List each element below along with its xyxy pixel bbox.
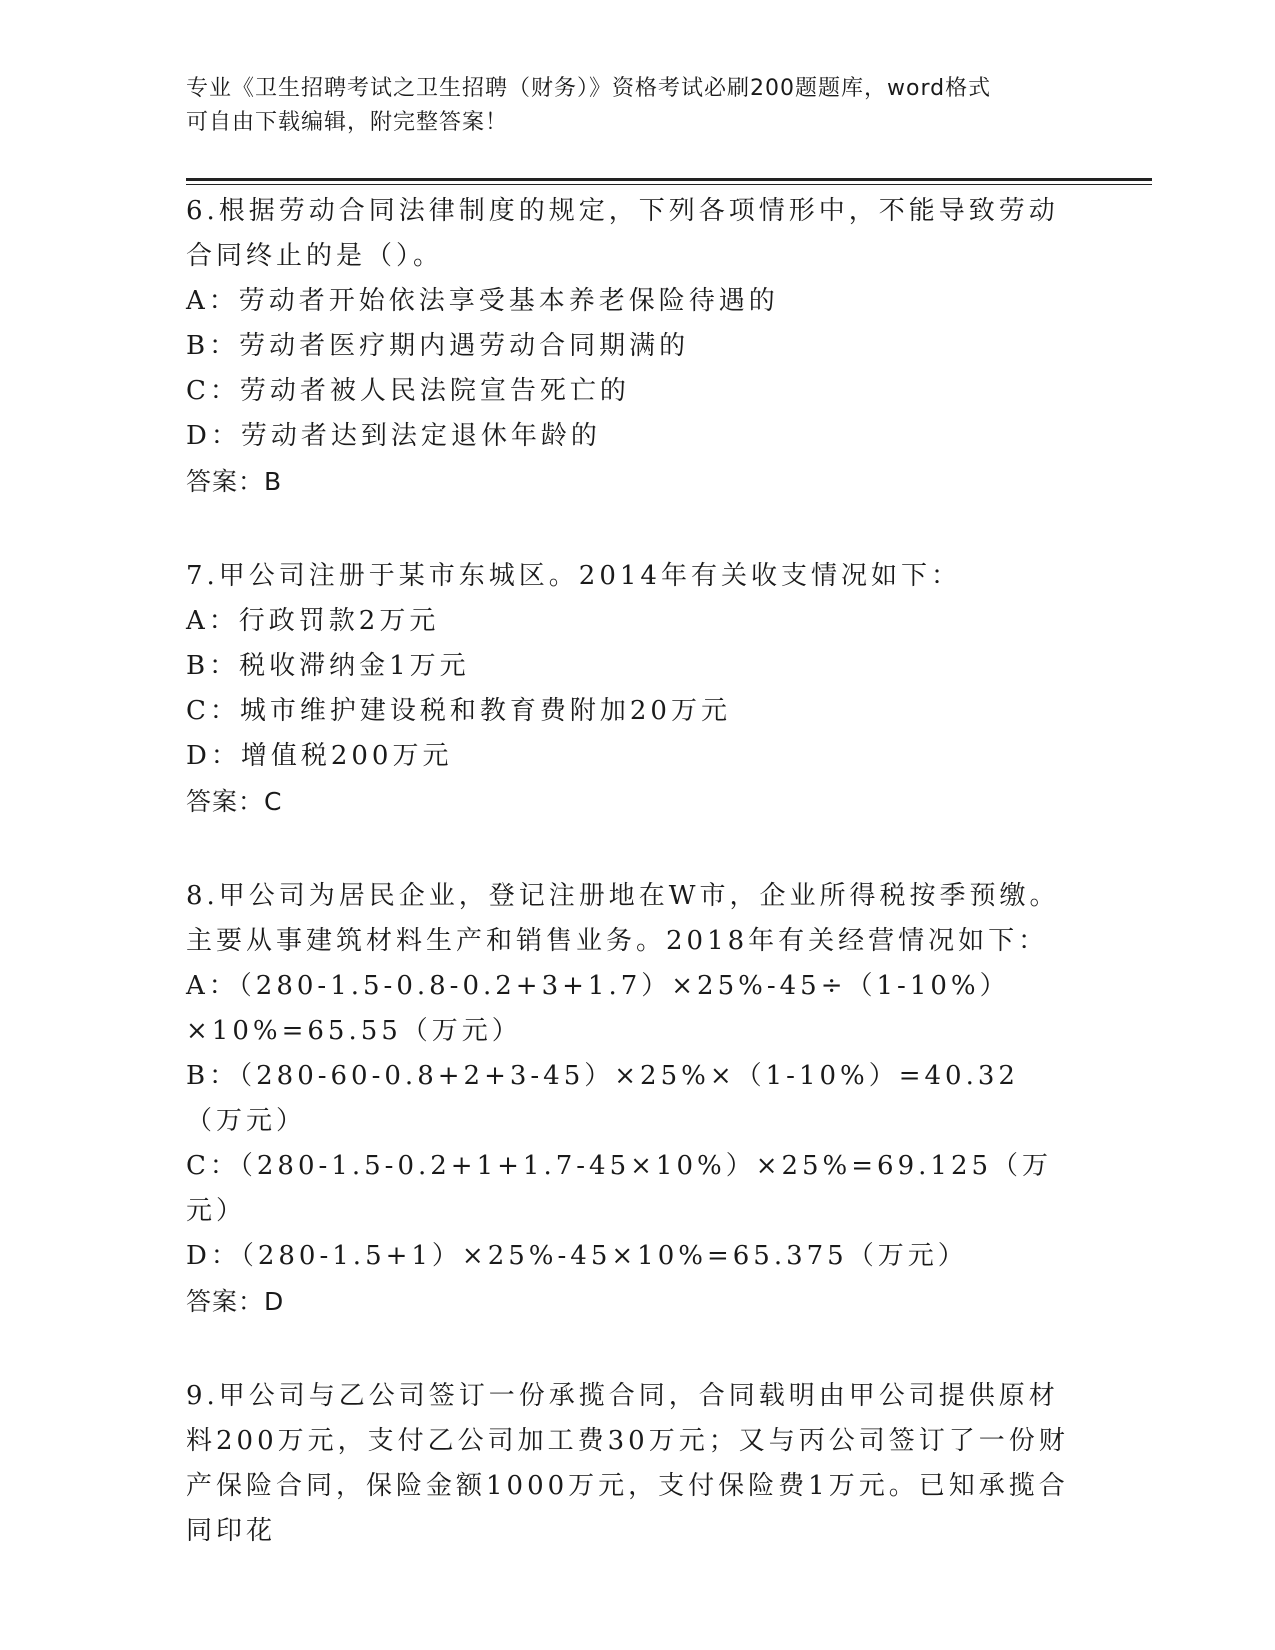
question-9	[186, 1374, 1069, 1554]
option-c: C：劳动者被人民法院宣告死亡的	[186, 376, 630, 406]
option-d: D：（280-1.5+1）×25%-45×10%=65.375（万元）	[186, 1241, 968, 1271]
option-c: C：城市维护建设税和教育费附加20万元	[186, 696, 731, 726]
question-8	[186, 874, 1066, 1324]
answer: 答案：D	[186, 1287, 285, 1316]
question-text: 7.甲公司注册于某市东城区。2014年有关收支情况如下：	[186, 561, 961, 591]
header-divider-thick	[186, 178, 1152, 181]
question-7	[186, 554, 1066, 824]
option-a: A：行政罚款2万元	[186, 606, 440, 636]
option-b: B：劳动者医疗期内遇劳动合同期满的	[186, 331, 690, 361]
answer: 答案：C	[186, 787, 283, 816]
option-d: D：劳动者达到法定退休年龄的	[186, 421, 601, 451]
header-line-2: 可自由下载编辑，附完整答案！	[186, 110, 509, 135]
question-text: 6.根据劳动合同法律制度的规定，下列各项情形中，不能导致劳动合同终止的是（）。	[186, 196, 1059, 271]
question-list	[186, 189, 1069, 1604]
option-b: B：税收滞纳金1万元	[186, 651, 470, 681]
question-text: 8.甲公司为居民企业，登记注册地在W市，企业所得税按季预缴。主要从事建筑材料生产和销售业务。2018年有关经营情况如下：	[186, 881, 1060, 956]
answer: 答案：B	[186, 467, 283, 496]
option-b: B：（280-60-0.8+2+3-45）×25%×（1-10%）=40.32（万元）	[186, 1061, 1019, 1136]
option-c: C：（280-1.5-0.2+1+1.7-45×10%）×25%=69.125（万元）	[186, 1151, 1053, 1226]
question-text: 9.甲公司与乙公司签订一份承揽合同，合同载明由甲公司提供原材料200万元，支付乙公司加工费30万元；又与丙公司签订了一份财产保险合同，保险金额1000万元，支付保险费1万元。已知承揽合同印花	[186, 1381, 1069, 1546]
header-line-1: 专业《卫生招聘考试之卫生招聘（财务）》资格考试必刷200题题库，word格式	[186, 76, 992, 101]
question-6	[186, 189, 1066, 504]
option-a: A：劳动者开始依法享受基本养老保险待遇的	[186, 286, 779, 316]
header-divider-thin	[186, 184, 1152, 185]
document-header	[186, 72, 1066, 140]
option-d: D：增值税200万元	[186, 741, 453, 771]
option-a: A：（280-1.5-0.8-0.2+3+1.7）×25%-45÷（1-10%）×10%=65.55（万元）	[186, 971, 1010, 1046]
